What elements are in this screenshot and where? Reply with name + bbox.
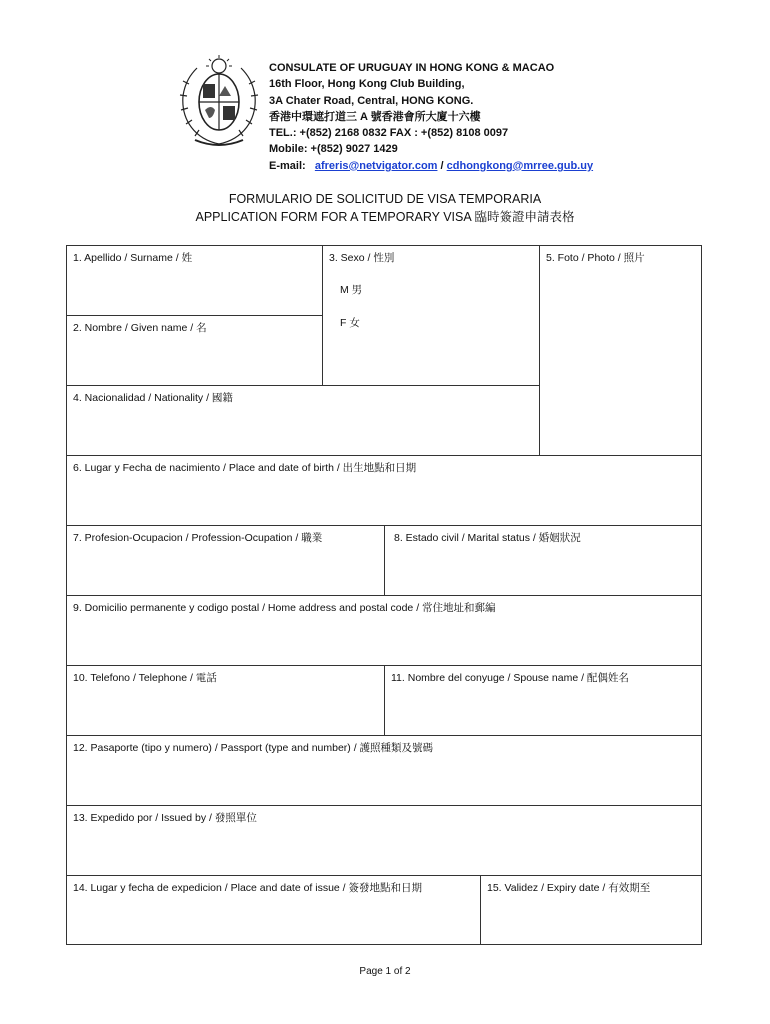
sex-option-f[interactable]: F 女 — [340, 317, 360, 329]
address-line-2: 3A Chater Road, Central, HONG KONG. — [269, 94, 474, 107]
field-home-address[interactable]: 9. Domicilio permanente y codigo postal / Home address and postal code / 常住地址和郵編 — [73, 602, 496, 614]
divider-photo — [539, 245, 540, 455]
field-passport[interactable]: 12. Pasaporte (tipo y numero) / Passport (type and number) / 護照種類及號碼 — [73, 742, 434, 754]
email-link-1[interactable]: afreris@netvigator.com — [314, 159, 438, 172]
field-expiry-date[interactable]: 15. Validez / Expiry date / 有效期至 — [487, 882, 651, 894]
field-spouse-name[interactable]: 11. Nombre del conyuge / Spouse name / 配偶姓名 — [391, 672, 629, 684]
sex-option-m[interactable]: M 男 — [340, 284, 363, 296]
email-line — [269, 158, 593, 174]
table-border-bottom — [66, 944, 702, 945]
field-issue-place-date[interactable]: 14. Lugar y fecha de expedicion / Place and date of issue / 簽發地點和日期 — [73, 882, 423, 894]
email-link-2[interactable]: cdhongkong@mrree.gub.uy — [446, 159, 594, 172]
field-sex[interactable]: 3. Sexo / 性別 — [329, 252, 395, 264]
field-photo[interactable]: 5. Foto / Photo / 照片 — [546, 252, 645, 264]
field-marital-status[interactable]: 8. Estado civil / Marital status / 婚姻狀況 — [394, 532, 581, 544]
field-birth[interactable]: 6. Lugar y Fecha de nacimiento / Place and date of birth / 出生地點和日期 — [73, 462, 417, 474]
address-chinese: 香港中環遮打道三 A 號香港會所大廈十六樓 — [269, 110, 481, 123]
field-surname[interactable]: 1. Apellido / Surname / 姓 — [73, 252, 193, 264]
field-telephone[interactable]: 10. Telefono / Telephone / 電話 — [73, 672, 217, 684]
divider-profession-marital — [384, 525, 385, 595]
field-given-name[interactable]: 2. Nombre / Given name / 名 — [73, 322, 207, 334]
mobile: Mobile: +(852) 9027 1429 — [269, 143, 398, 156]
field-profession[interactable]: 7. Profesion-Ocupacion / Profession-Ocupation / 職業 — [73, 532, 323, 544]
form-title-english: APPLICATION FORM FOR A TEMPORARY VISA 臨時簽證申請表格 — [195, 210, 575, 224]
address-line-1: 16th Floor, Hong Kong Club Building, — [269, 78, 465, 91]
email-separator: / — [440, 159, 444, 172]
form-title-spanish: FORMULARIO DE SOLICITUD DE VISA TEMPORARIA — [228, 192, 542, 206]
consulate-header — [269, 60, 593, 174]
field-issued-by[interactable]: 13. Expedido por / Issued by / 發照單位 — [73, 812, 257, 824]
email-label: E-mail: — [269, 159, 306, 172]
tel-fax: TEL.: +(852) 2168 0832 FAX : +(852) 8108 0097 — [269, 127, 509, 140]
page-number: Page 1 of 2 — [359, 966, 411, 977]
uruguay-coat-of-arms-emblem — [175, 54, 263, 150]
field-nationality[interactable]: 4. Nacionalidad / Nationality / 國籍 — [73, 392, 233, 404]
consulate-name: CONSULATE OF URUGUAY IN HONG KONG & MACAO — [269, 62, 555, 74]
